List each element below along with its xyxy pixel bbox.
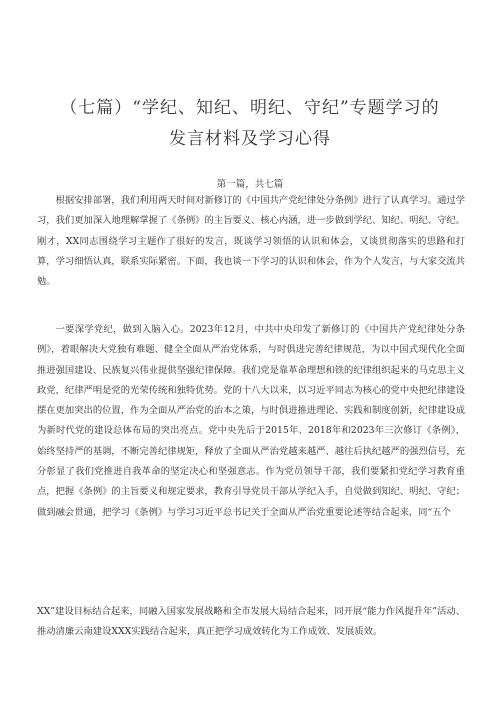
document-title-line-1: （七篇）“学纪、知纪、明纪、守纪”专题学习的 <box>60 98 440 118</box>
paragraph-continuation: XX”建设目标结合起来，同融入国家发展战略和全市发展大局结合起来，同开展“能力作风提升年”活动、推动清廉云南建设XXX实践结合起来，真正把学习成效转化为工作成效、发展质效。 <box>37 606 465 638</box>
paragraph-study-discipline: 一要深学党纪，做到入脑入心。2023年12月，中共中央印发了新修订的《中国共产党纪律处分条例》，着眼解决大党独有难题、健全全面从严治党体系，与时俱进完善纪律规范，为以中国式现代化全面推进强国建设、民族复兴伟业提供坚强纪律保障。我们党是靠革命理想和铁的纪律组织起来的马克思主义政党，纪律严明是党的光荣传统和独特优势。党的十八大以来，以习近平同志为核心的党中央把纪律建设摆在更加突出的位置，作为全面从严治党的治本之策，与时俱进推进理论、实践和制度创新，纪律建设成为新时代党的建设总体布局的突出亮点。党中央先后于2015年、2018年和2023年三次修订《条例》，始终坚持严的基调，不断完善纪律规矩，释放了全面从严治党越来越严、越往后执纪越严的强烈信号，充分彰显了我们党推进自我革命的坚定决心和坚强意志。作为党员领导干部，我们要紧扣党纪学习教育重点，把握《条例》的主旨要义和规定要求，教育引导党员干部从学纪入手，自觉做到知纪、明纪、守纪；做到融会贯通，把学习《条例》与学习习近平总书记关于全面从严治党重要论述等结合起来，同“五个 <box>37 324 465 518</box>
section-heading: 第一篇，共七篇 <box>216 179 284 190</box>
document-title-line-2: 发言材料及学习心得 <box>169 129 331 149</box>
paragraph-intro: 根据安排部署，我们利用两天时间对新修订的《中国共产党纪律处分条例》进行了认真学习。通过学习，我们更加深入地理解掌握了《条例》的主旨要义、核心内涵，进一步做到学纪、知纪、明纪、守纪。刚才，XX同志围绕学习主题作了很好的发言，既谈学习领悟的认识和体会，又谈贯彻落实的思路和打算，学习细悟认真，联系实际紧密。下面，我也谈一下学习的认识和体会，作为个人发言，与大家交流共勉。 <box>37 195 465 288</box>
